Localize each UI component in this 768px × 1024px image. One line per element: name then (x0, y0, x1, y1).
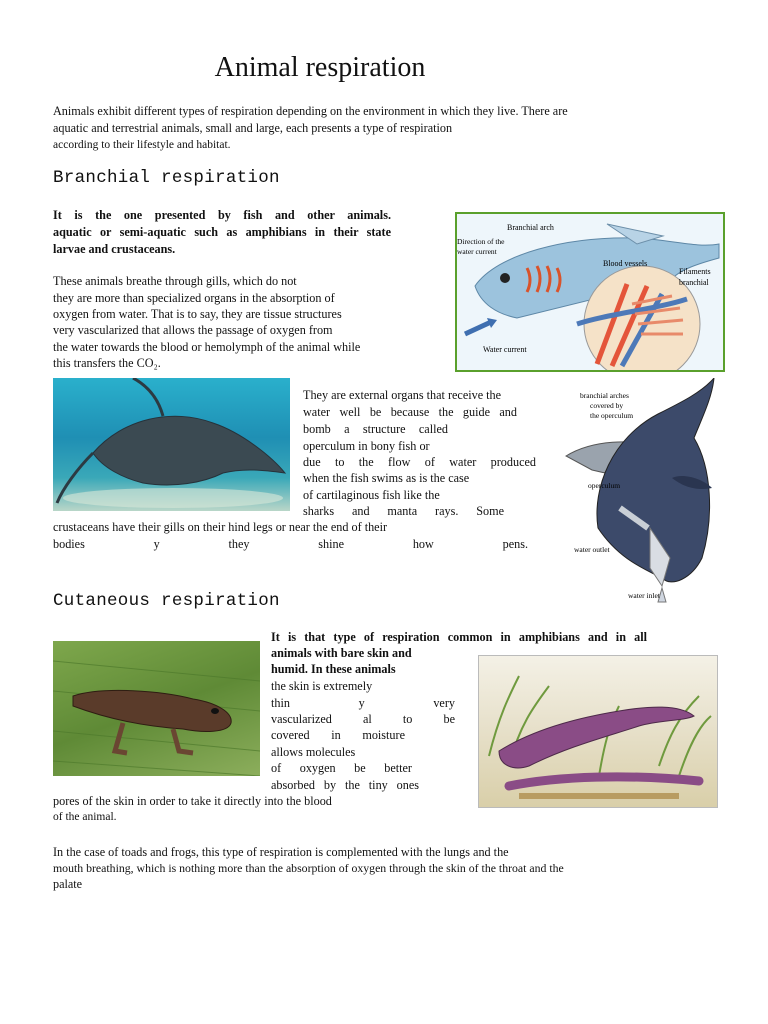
cutaneous-heading: Cutaneous respiration (53, 591, 280, 611)
branchial-text-line: due to the flow of water produced (303, 455, 536, 469)
label-blood-vessels: Blood vessels (603, 259, 648, 268)
label-branchial-arches: branchial arches (580, 391, 629, 400)
final-text-line: mouth breathing, which is nothing more than the absorption of oxygen through the skin of the throat and the (53, 861, 564, 875)
branchial-text-line: this transfers the CO₂. (53, 356, 161, 370)
intro-line: according to their lifestyle and habitat. (53, 139, 231, 151)
intro-line: Animals exhibit different types of respiration depending on the environment in which they live. There are (53, 104, 568, 118)
fish-gill-illustration (457, 214, 723, 370)
cutaneous-text-line: of oxygen be better (271, 761, 412, 775)
label-branchial-arch: Branchial arch (507, 223, 554, 232)
label-water-current: Water current (483, 345, 527, 354)
branchial-text-line: They are external organs that receive the (303, 388, 502, 402)
cutaneous-bold-line: animals with bare skin and (271, 646, 412, 660)
branchial-text-line: the water towards the blood or hemolymph of the animal while (53, 340, 361, 354)
label-water-inlet: water inlet (628, 591, 660, 600)
cutaneous-text-line: thin y very (271, 696, 455, 710)
cutaneous-text-line: allows molecules (271, 745, 356, 759)
cutaneous-bold-line: humid. In these animals (271, 662, 396, 676)
cutaneous-text-line: covered in moisture (271, 728, 405, 742)
branchial-text-line: water well be because the guide and (303, 405, 517, 419)
earthworm-illustration (479, 656, 717, 807)
manta-ray-illustration (53, 378, 290, 511)
cutaneous-text-line: absorbed by the tiny ones (271, 778, 419, 792)
amphibian-illustration (53, 641, 260, 776)
branchial-text-line: when the fish swims as is the case (303, 471, 470, 485)
branchial-text-line: bodies y they shine how pens. (53, 537, 528, 551)
shark-illustration (562, 378, 727, 604)
page-title: Animal respiration (214, 52, 426, 83)
label-filaments: Filaments (679, 267, 711, 276)
branchial-text-line: operculum in bony fish or (303, 439, 430, 453)
intro-paragraph (53, 103, 633, 154)
cutaneous-text-line: the skin is extremely (271, 679, 373, 693)
label-direction: water current (457, 247, 497, 256)
branchial-text-line: sharks and manta rays. Some (303, 504, 504, 518)
branchial-text-line: they are more than specialized organs in the absorption of (53, 291, 335, 305)
cutaneous-text-line: of the animal. (53, 811, 117, 823)
cutaneous-text-line: vascularized al to be (271, 712, 455, 726)
manta-ray-photo (53, 378, 290, 511)
branchial-text-line: bomb a structure called (303, 422, 448, 436)
amphibian-photo (53, 641, 260, 776)
branchial-heading: Branchial respiration (53, 168, 280, 188)
label-filaments: branchial (679, 278, 709, 287)
branchial-bold-line: larvae and crustaceans. (53, 242, 176, 256)
cutaneous-text-line: pores of the skin in order to take it directly into the blood (53, 794, 332, 808)
intro-line: aquatic and terrestrial animals, small and large, each presents a type of respiration (53, 121, 453, 135)
fish-gill-diagram (455, 212, 725, 372)
label-direction: Direction of the (457, 237, 505, 246)
final-text-line: In the case of toads and frogs, this type of respiration is complemented with the lungs and the (53, 845, 509, 859)
label-branchial-arches: covered by (590, 401, 624, 410)
branchial-bold-line: aquatic or semi-aquatic such as amphibians in their state (53, 225, 391, 239)
label-branchial-arches: the operculum (590, 411, 634, 420)
label-water-outlet: water outlet (574, 545, 610, 554)
branchial-text-line: crustaceans have their gills on their hind legs or near the end of their (53, 520, 388, 534)
shark-diagram (562, 378, 727, 604)
branchial-text-line: very vascularized that allows the passage of oxygen from (53, 323, 333, 337)
branchial-text-line: of cartilaginous fish like the (303, 488, 440, 502)
branchial-bold-line: It is the one presented by fish and other animals. (53, 208, 391, 222)
label-operculum: operculum (588, 481, 621, 490)
cutaneous-bold-line: It is that type of respiration common in amphibians and in all (271, 630, 647, 644)
branchial-text-line: These animals breathe through gills, which do not (53, 274, 297, 288)
earthworm-photo (478, 655, 718, 808)
branchial-text-line: oxygen from water. That is to say, they are tissue structures (53, 307, 342, 321)
final-text-line: palate (53, 877, 83, 891)
